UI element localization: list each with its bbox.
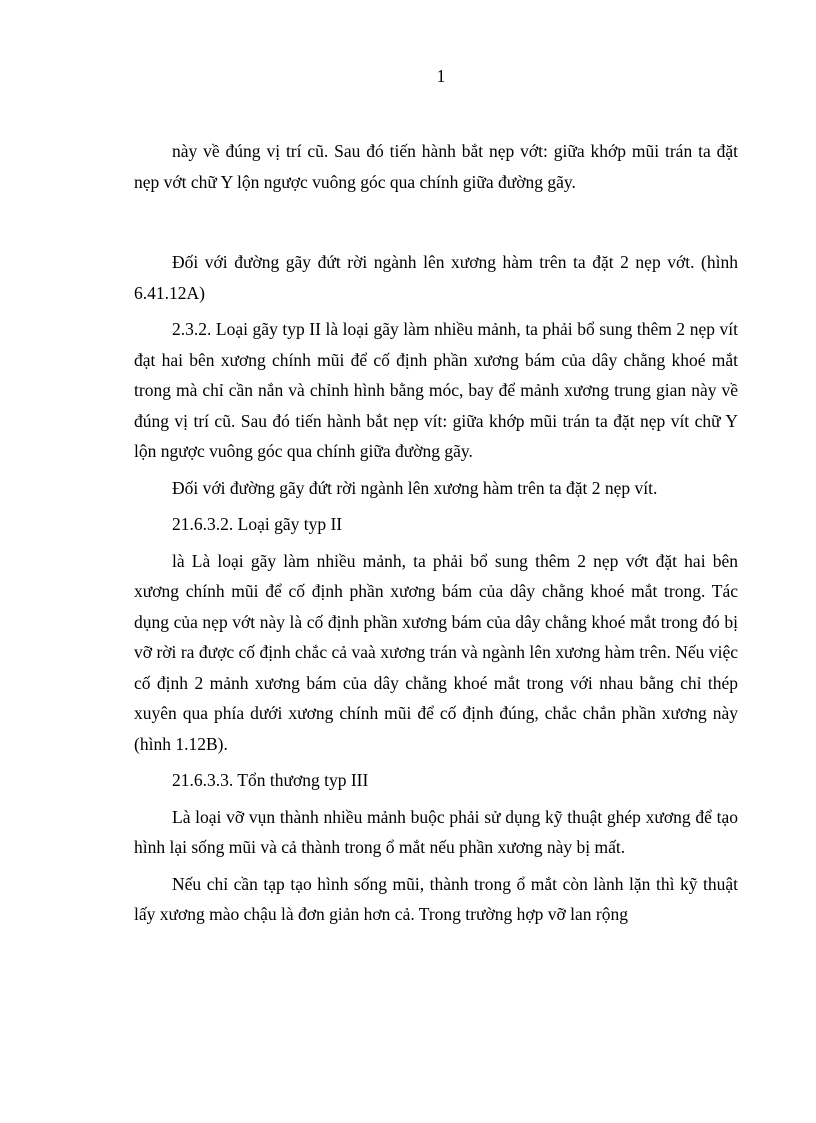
paragraph: là Là loại gãy làm nhiều mảnh, ta phải bổ sung thêm 2 nẹp vớt đặt hai bên xương chính mũi để cố định phần xương bám của dây chằng khoé mắt trong. Tác dụng của nẹp vớt này là cố định phần xương bám của dây chằng khoé mắt trong đó bị vỡ rời ra được cố định chắc cả vaà xương trán và ngành lên xương hàm trên. Nếu việc cố định 2 mảnh xương bám của dây chằng khoé mắt trong với nhau bằng chỉ thép xuyên qua phía dưới xương chính mũi để cố định đúng, chắc chắn phần xương này (hình 1.12B). bbox=[134, 550, 738, 754]
paragraph: Nếu chỉ cần tạp tạo hình sống mũi, thành trong ổ mắt còn lành lặn thì kỹ thuật lấy xương mào chậu là đơn giản hơn cả. Trong trường hợp vỡ lan rộng bbox=[134, 873, 738, 924]
paragraph: này về đúng vị trí cũ. Sau đó tiến hành bắt nẹp vớt: giữa khớp mũi trán ta đặt nẹp vớt chữ Y lộn ngược vuông góc qua chính giữa đường gãy. bbox=[134, 141, 738, 192]
paragraph: 2.3.2. Loại gãy typ II là loại gãy làm nhiều mảnh, ta phải bổ sung thêm 2 nẹp vít đạt hai bên xương chính mũi để cố định phần xương bám của dây chằng khoé mắt trong mà chỉ cần nắn và chỉnh hình bằng móc, bay để mảnh xương trung gian này về đúng vị trí cũ. Sau đó tiến hành bắt nẹp vít: giữa khớp mũi trán ta đặt nẹp vít chữ Y lộn ngược vuông góc qua chính giữa đường gãy. bbox=[134, 319, 738, 461]
document-body bbox=[134, 136, 738, 930]
page-number: 1 bbox=[436, 66, 446, 86]
section-heading: 21.6.3.2. Loại gãy typ II bbox=[172, 514, 343, 534]
section-heading: 21.6.3.3. Tổn thương typ III bbox=[172, 770, 369, 790]
paragraph: Đối với đường gãy đứt rời ngành lên xương hàm trên ta đặt 2 nẹp vít. bbox=[172, 477, 658, 498]
paragraph: Là loại vỡ vụn thành nhiều mảnh buộc phải sử dụng kỹ thuật ghép xương để tạo hình lại sống mũi và cả thành trong ổ mắt nếu phần xương này bị mất. bbox=[134, 806, 738, 857]
paragraph: Đối với đường gãy đứt rời ngành lên xương hàm trên ta đặt 2 nẹp vớt. (hình 6.41.12A) bbox=[134, 252, 738, 303]
